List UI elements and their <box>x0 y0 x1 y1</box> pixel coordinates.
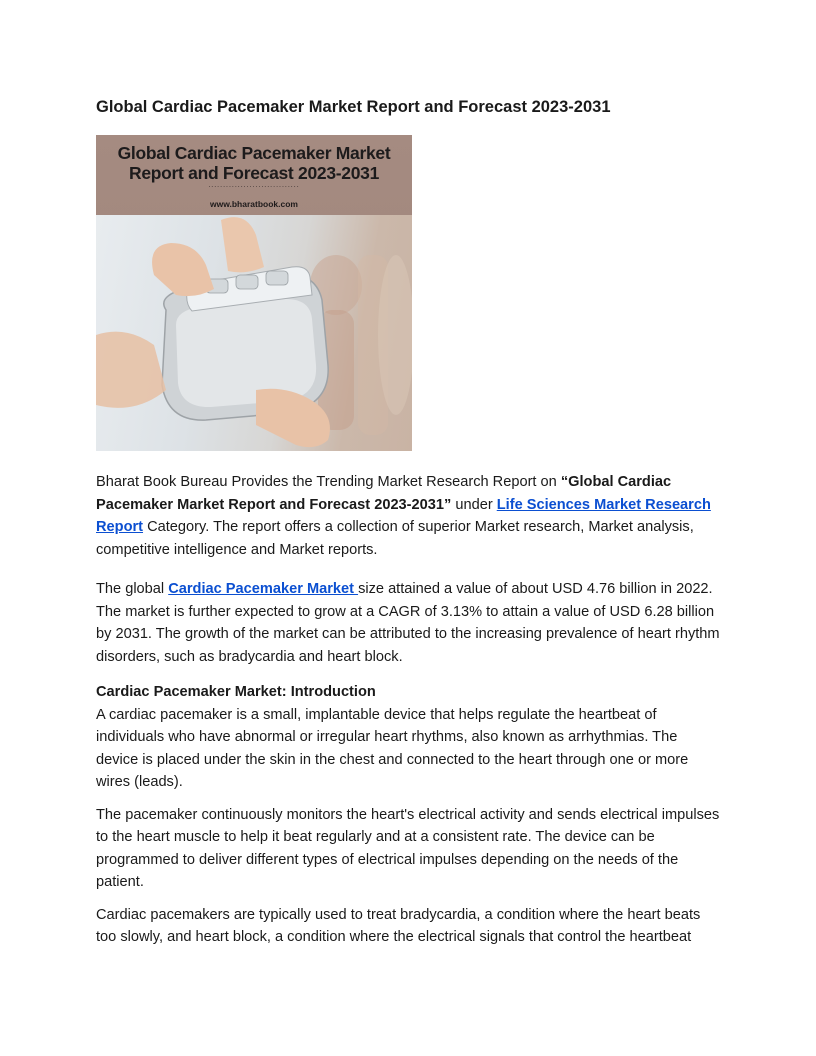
market-size-text-before: The global <box>96 581 169 597</box>
cover-dots: ............................... <box>208 182 300 189</box>
introduction-heading: Cardiac Pacemaker Market: Introduction <box>96 684 376 700</box>
cover-title-line2: Report and Forecast 2023-2031 <box>128 163 380 183</box>
cardiac-pacemaker-market-link[interactable]: Cardiac Pacemaker Market <box>168 581 359 597</box>
introduction-paragraph-3: Cardiac pacemakers are typically used to treat bradycardia, a condition where the heart beats too slowly, and heart block, a condition where the electrical signals that control the heartbeat <box>96 906 701 945</box>
cover-title <box>96 143 412 183</box>
market-size-text-after: size attained a value of about USD 4.76 billion in 2022. The market is further expected to grow at a CAGR of 3.13% to attain a value of USD 6.28 billion by 2031. The growth of the market can be attributed to the increasing prevalence of heart rhythm disorders, such as bradycardia and heart block. <box>96 581 720 665</box>
market-size-paragraph <box>96 578 720 668</box>
report-cover-image <box>96 135 412 451</box>
document-title: Global Cardiac Pacemaker Market Report and Forecast 2023-2031 <box>96 98 611 116</box>
report-name: “Global Cardiac Pacemaker Market Report and Forecast 2023-2031” <box>96 474 672 513</box>
document-page <box>96 96 720 949</box>
pacemaker-illustration <box>96 215 412 451</box>
intro-paragraph <box>96 471 720 561</box>
intro-text-under: under <box>451 496 497 513</box>
cover-website: www.bharatbook.com <box>209 199 298 209</box>
cover-title-line1: Global Cardiac Pacemaker Market <box>117 143 391 163</box>
life-sciences-category-link[interactable]: Life Sciences Market Research Report <box>96 496 711 535</box>
introduction-paragraph-2: The pacemaker continuously monitors the heart's electrical activity and sends electrical impulses to the heart muscle to help it beat regularly and at a consistent rate. The device can be programmed to deliver different types of electrical impulses depending on the needs of the patient. <box>96 806 720 890</box>
intro-text-after: Category. The report offers a collection of superior Market research, Market analysis, competitive intelligence and Market reports. <box>96 519 694 558</box>
introduction-paragraph-1: A cardiac pacemaker is a small, implantable device that helps regulate the heartbeat of individuals who have abnormal or irregular heart rhythms, also known as arrhythmias. The device is placed under the skin in the chest and connected to the heart through one or more wires (leads). <box>96 706 689 790</box>
pacemaker-photo <box>96 215 412 451</box>
intro-text-before: Bharat Book Bureau Provides the Trending Market Research Report on <box>96 474 561 490</box>
